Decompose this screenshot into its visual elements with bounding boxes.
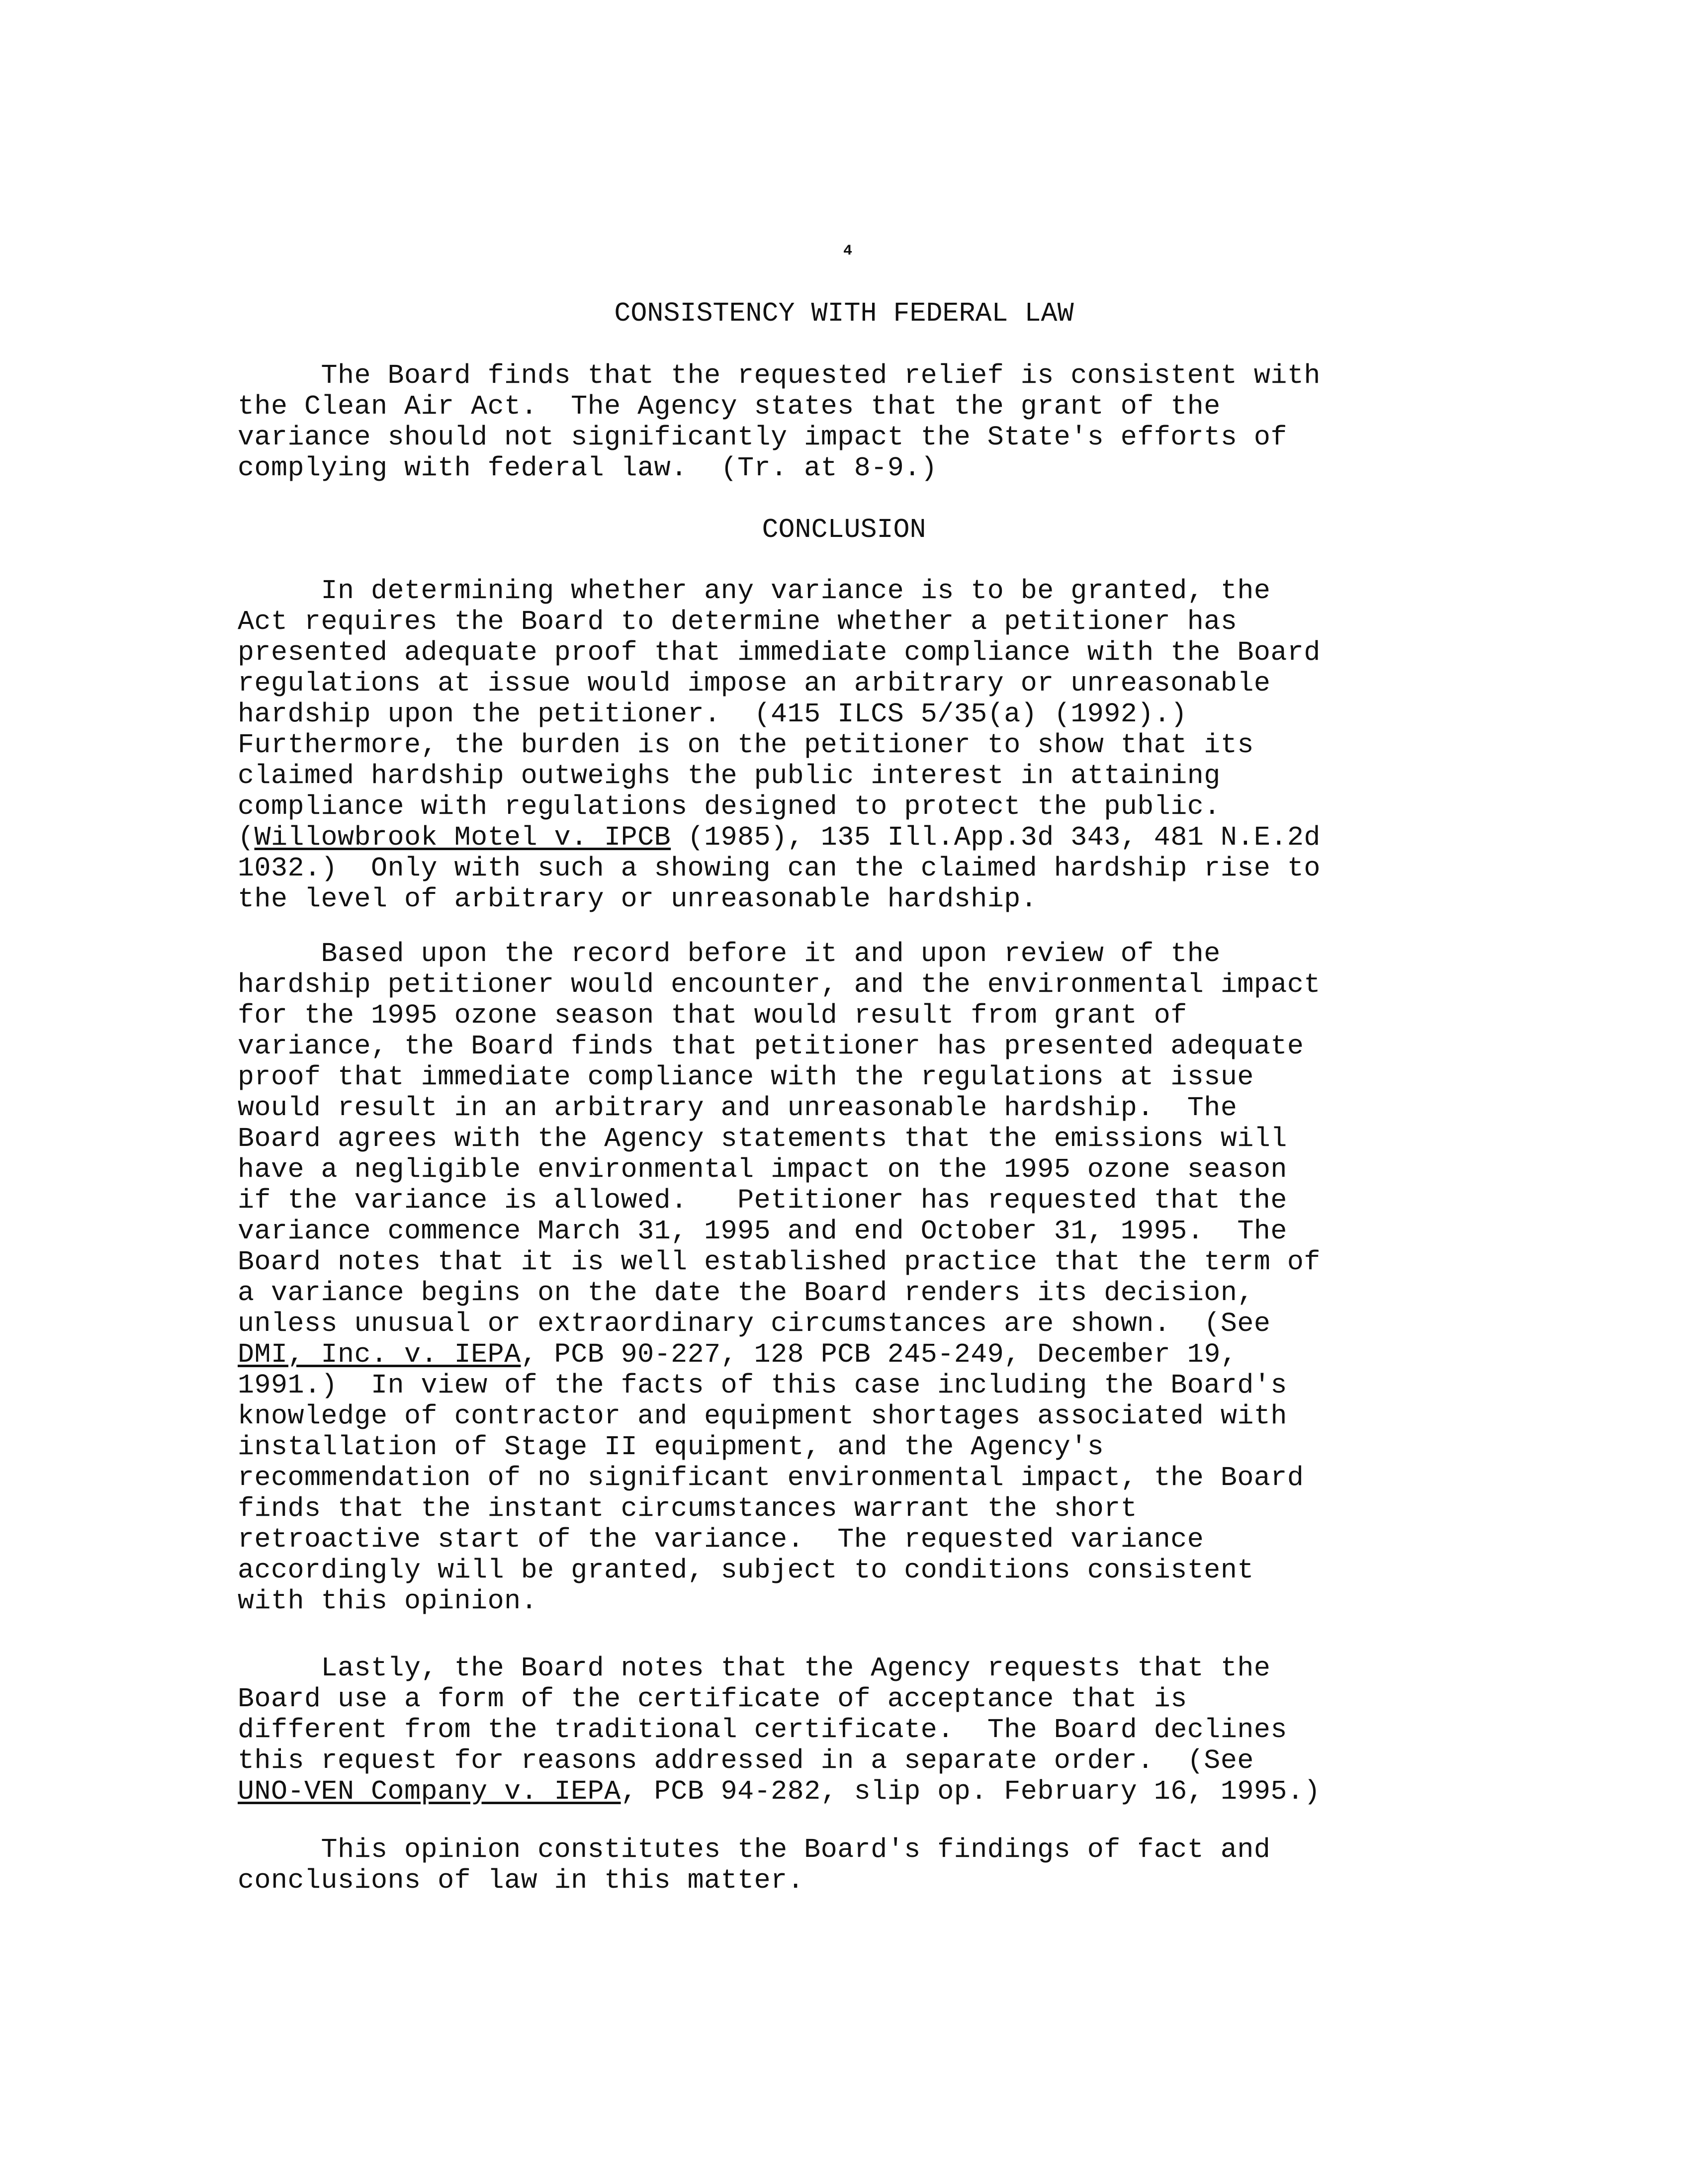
text-fragment: , PCB 90-227, 128 PCB 245-249, December 19, bbox=[521, 1339, 1238, 1370]
text-line: would result in an arbitrary and unreasonable hardship. The bbox=[238, 1092, 1238, 1124]
text-line: regulations at issue would impose an arbitrary or unreasonable bbox=[238, 668, 1271, 699]
text-line: 1991.) In view of the facts of this case including the Board's bbox=[238, 1370, 1287, 1401]
text-line: with this opinion. bbox=[238, 1585, 538, 1617]
heading-consistency-with-federal-law: CONSISTENCY WITH FEDERAL LAW bbox=[614, 298, 1074, 329]
text-line: have a negligible environmental impact on the 1995 ozone season bbox=[238, 1154, 1287, 1185]
text-line: retroactive start of the variance. The requested variance bbox=[238, 1524, 1204, 1555]
text-line: The Board finds that the requested relief is consistent with bbox=[238, 360, 1321, 391]
text-line: installation of Stage II equipment, and the Agency's bbox=[238, 1431, 1104, 1463]
text-line: hardship petitioner would encounter, and the environmental impact bbox=[238, 969, 1321, 1000]
text-line: recommendation of no significant environmental impact, the Board bbox=[238, 1462, 1304, 1493]
case-citation-dmi: DMI, Inc. v. IEPA bbox=[238, 1339, 521, 1370]
text-line: Act requires the Board to determine whether a petitioner has bbox=[238, 606, 1238, 637]
text-line: the level of arbitrary or unreasonable hardship. bbox=[238, 883, 1038, 915]
text-line: finds that the instant circumstances warrant the short bbox=[238, 1493, 1138, 1524]
text-line: knowledge of contractor and equipment shortages associated with bbox=[238, 1400, 1287, 1432]
text-line: proof that immediate compliance with the regulations at issue bbox=[238, 1061, 1254, 1093]
text-line: this request for reasons addressed in a separate order. (See bbox=[238, 1745, 1254, 1776]
text-line: variance, the Board finds that petitioner has presented adequate bbox=[238, 1031, 1304, 1062]
text-line: Board agrees with the Agency statements that the emissions will bbox=[238, 1123, 1287, 1154]
text-line: variance should not significantly impact the State's efforts of bbox=[238, 422, 1287, 453]
text-line: conclusions of law in this matter. bbox=[238, 1865, 804, 1896]
text-line: complying with federal law. (Tr. at 8-9.) bbox=[238, 452, 938, 484]
text-line: Board notes that it is well established practice that the term of bbox=[238, 1246, 1321, 1278]
text-line: Lastly, the Board notes that the Agency requests that the bbox=[238, 1653, 1271, 1684]
page-number: 4 bbox=[843, 243, 852, 260]
paragraph-federal-law bbox=[238, 360, 1481, 484]
text-line bbox=[238, 1339, 1481, 1370]
text-line: Board use a form of the certificate of acceptance that is bbox=[238, 1683, 1187, 1715]
text-line: unless unusual or extraordinary circumstances are shown. (See bbox=[238, 1308, 1271, 1339]
text-line: presented adequate proof that immediate compliance with the Board bbox=[238, 637, 1321, 668]
heading-conclusion: CONCLUSION bbox=[762, 514, 926, 545]
text-fragment: , PCB 94-282, slip op. February 16, 1995.) bbox=[621, 1776, 1321, 1807]
paragraph-conclusion-2 bbox=[238, 939, 1481, 1617]
text-line: 1032.) Only with such a showing can the claimed hardship rise to bbox=[238, 853, 1321, 884]
text-line: variance commence March 31, 1995 and end October 31, 1995. The bbox=[238, 1216, 1287, 1247]
case-citation-uno-ven: UNO-VEN Company v. IEPA bbox=[238, 1776, 621, 1807]
case-citation-willowbrook: Willowbrook Motel v. IPCB bbox=[254, 822, 671, 853]
text-line: different from the traditional certificate. The Board declines bbox=[238, 1714, 1287, 1746]
text-line: compliance with regulations designed to protect the public. bbox=[238, 791, 1221, 822]
text-line: for the 1995 ozone season that would result from grant of bbox=[238, 1000, 1187, 1031]
text-line: Furthermore, the burden is on the petitioner to show that its bbox=[238, 729, 1254, 761]
paragraph-conclusion-3 bbox=[238, 1653, 1481, 1807]
text-line bbox=[238, 1776, 1481, 1807]
text-line: Based upon the record before it and upon review of the bbox=[238, 938, 1221, 969]
text-line: the Clean Air Act. The Agency states that the grant of the bbox=[238, 391, 1221, 422]
text-line: hardship upon the petitioner. (415 ILCS 5/35(a) (1992).) bbox=[238, 699, 1187, 730]
paragraph-conclusion-1 bbox=[238, 576, 1481, 915]
text-line: if the variance is allowed. Petitioner has requested that the bbox=[238, 1185, 1287, 1216]
text-fragment: (1985), 135 Ill.App.3d 343, 481 N.E.2d bbox=[671, 822, 1321, 853]
text-fragment: ( bbox=[238, 822, 255, 853]
paragraph-conclusion-4 bbox=[238, 1835, 1481, 1896]
text-line: In determining whether any variance is to be granted, the bbox=[238, 575, 1271, 607]
text-line: a variance begins on the date the Board renders its decision, bbox=[238, 1277, 1254, 1309]
text-line: accordingly will be granted, subject to conditions consistent bbox=[238, 1555, 1254, 1586]
text-line: claimed hardship outweighs the public interest in attaining bbox=[238, 760, 1221, 791]
text-line: This opinion constitutes the Board's findings of fact and bbox=[238, 1834, 1271, 1865]
text-line bbox=[238, 822, 1481, 853]
